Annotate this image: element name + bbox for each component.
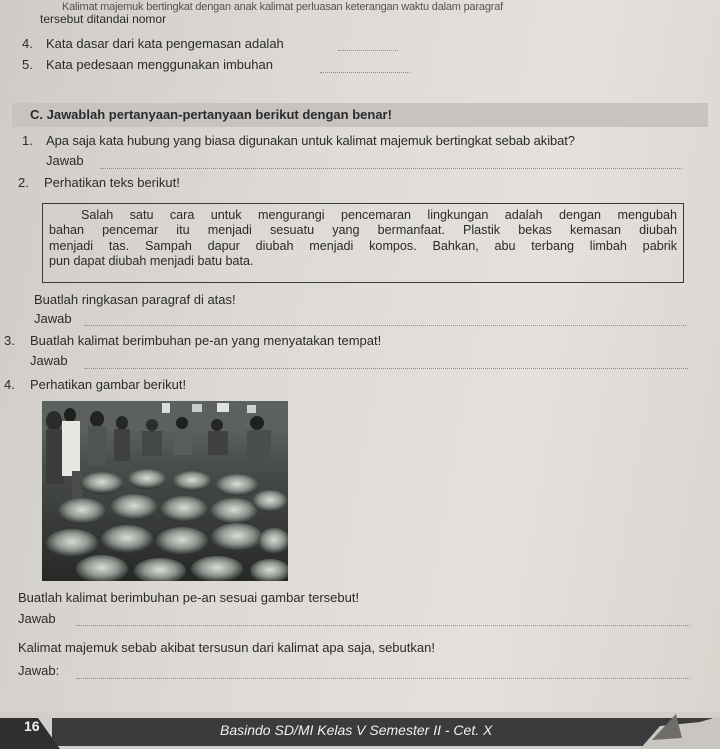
item-b5-answer-line	[320, 72, 410, 73]
q2-answer-label: Jawab	[34, 311, 72, 326]
passage-line: Salah satu cara untuk mengurangi pencemaran lingkungan adalah dengan mengubah	[81, 208, 677, 222]
q4-number: 4.	[4, 377, 15, 392]
q4-answer-line[interactable]	[76, 625, 690, 626]
q4-instruction: Buatlah kalimat berimbuhan pe-an sesuai gambar tersebut!	[18, 590, 360, 605]
q2-number: 2.	[18, 175, 29, 190]
q1-answer-label: Jawab	[46, 153, 84, 168]
passage-line: menjadi tas. Sampah dapur diubah menjadi kompos. Bahkan, abu terbang limbah pabrik	[49, 238, 677, 253]
q5-answer-line[interactable]	[76, 678, 690, 679]
q2-instruction: Buatlah ringkasan paragraf di atas!	[34, 292, 236, 307]
q4-answer-label: Jawab	[18, 611, 56, 626]
item-b4-answer-line	[338, 50, 398, 51]
passage-line: pun dapat diubah menjadi batu bata.	[49, 254, 254, 269]
q2-text: Perhatikan teks berikut!	[44, 175, 180, 190]
section-c-title: C. Jawablah pertanyaan-pertanyaan berikut dengan benar!	[30, 107, 392, 122]
q3-answer-label: Jawab	[30, 353, 68, 368]
fish-market-image	[42, 401, 288, 581]
q2-passage-box	[42, 203, 684, 283]
item-b4-text: Kata dasar dari kata pengemasan adalah	[46, 36, 284, 51]
page-number: 16	[24, 718, 40, 734]
item-b5-text: Kata pedesaan menggunakan imbuhan	[46, 57, 273, 72]
fish-market-photo	[42, 401, 288, 581]
q3-text: Buatlah kalimat berimbuhan pe-an yang menyatakan tempat!	[30, 333, 382, 348]
q5-text: Kalimat majemuk sebab akibat tersusun dari kalimat apa saja, sebutkan!	[18, 640, 435, 655]
q2-answer-line[interactable]	[84, 325, 686, 326]
q4-text: Perhatikan gambar berikut!	[30, 377, 187, 392]
q1-answer-line[interactable]	[100, 168, 682, 169]
q3-answer-line[interactable]	[84, 368, 688, 369]
q5-answer-label: Jawab:	[18, 663, 60, 678]
q3-number: 3.	[4, 333, 15, 348]
item-b4-number: 4.	[22, 36, 33, 51]
q1-number: 1.	[22, 133, 33, 148]
passage-line: bahan pencemar itu menjadi sesuatu yang bermanfaat. Plastik bekas kemasan diubah	[49, 223, 677, 238]
footer-title: Basindo SD/MI Kelas V Semester II - Cet. X	[220, 722, 493, 738]
top-fragment-line2: tersebut ditandai nomor	[40, 12, 167, 26]
q1-text: Apa saja kata hubung yang biasa digunakan untuk kalimat majemuk bertingkat sebab akibat?	[46, 133, 575, 148]
item-b5-number: 5.	[22, 57, 33, 72]
top-fragment-line1: Kalimat majemuk bertingkat dengan anak kalimat perluasan keterangan waktu dalam paragraf	[62, 1, 503, 13]
